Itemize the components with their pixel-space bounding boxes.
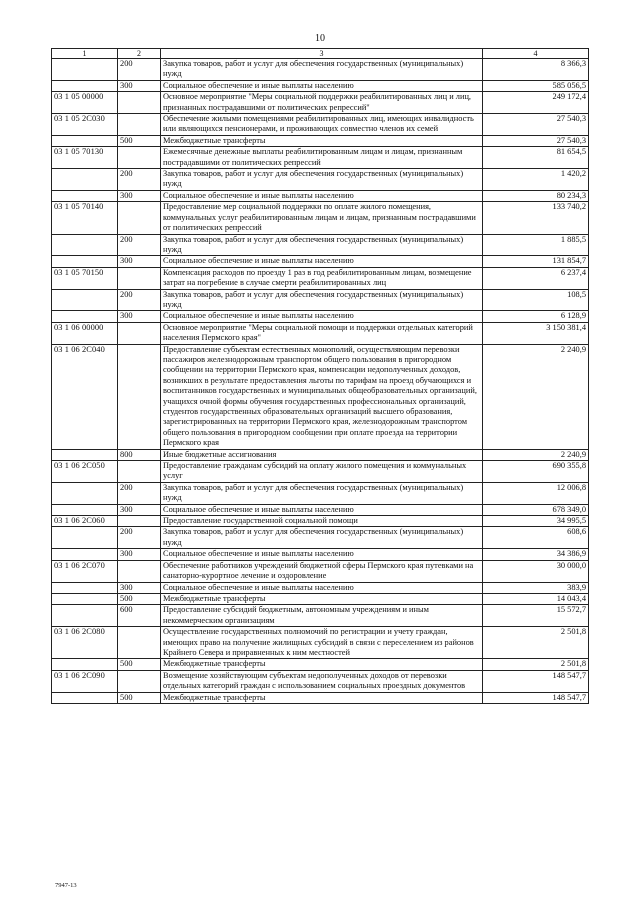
table-row: [52, 692, 589, 703]
name-cell: Социальное обеспечение и иные выплаты населению: [161, 80, 483, 91]
code-cell: [52, 289, 118, 311]
code-cell: 03 1 06 2С050: [52, 461, 118, 483]
sum-cell: 2 240,9: [483, 449, 589, 460]
expense-type-cell: [118, 516, 161, 527]
expense-type-cell: [118, 627, 161, 659]
table-row: [52, 322, 589, 344]
code-cell: [52, 504, 118, 515]
sum-cell: 1 420,2: [483, 169, 589, 191]
expense-type-cell: 300: [118, 311, 161, 322]
table-row: [52, 147, 589, 169]
name-cell: Социальное обеспечение и иные выплаты населению: [161, 549, 483, 560]
code-cell: 03 1 05 2С030: [52, 114, 118, 136]
expense-type-cell: 500: [118, 659, 161, 670]
name-cell: Ежемесячные денежные выплаты реабилитированным лицам и лицам, признанным пострадавшими от политических репрессий: [161, 147, 483, 169]
expense-type-cell: 500: [118, 692, 161, 703]
expense-type-cell: 200: [118, 482, 161, 504]
table-row: [52, 344, 589, 449]
code-cell: [52, 549, 118, 560]
table-row: [52, 593, 589, 604]
code-cell: [52, 482, 118, 504]
expense-type-cell: 300: [118, 80, 161, 91]
sum-cell: 2 240,9: [483, 344, 589, 449]
table-row: [52, 92, 589, 114]
expense-type-cell: 200: [118, 289, 161, 311]
expense-type-cell: [118, 560, 161, 582]
table-row: [52, 169, 589, 191]
code-cell: 03 1 06 2С060: [52, 516, 118, 527]
sum-cell: 249 172,4: [483, 92, 589, 114]
sum-cell: 27 540,3: [483, 135, 589, 146]
table-row: [52, 659, 589, 670]
table-row: [52, 234, 589, 256]
header-col-4: 4: [483, 49, 589, 59]
table-row: [52, 190, 589, 201]
sum-cell: 8 366,3: [483, 59, 589, 81]
name-cell: Компенсация расходов по проезду 1 раз в год реабилитированным лицам, возмещение затрат на погребение в случае смерти реабилитированных лиц: [161, 267, 483, 289]
table-row: [52, 670, 589, 692]
name-cell: Обеспечение жилыми помещениями реабилитированных лиц, имеющих инвалидность или являющихся пенсионерами, и проживающих совместно членов их семей: [161, 114, 483, 136]
sum-cell: 81 654,5: [483, 147, 589, 169]
code-cell: [52, 135, 118, 146]
table-row: [52, 560, 589, 582]
table-row: [52, 461, 589, 483]
table-header: [52, 49, 589, 59]
header-col-3: 3: [161, 49, 483, 59]
code-cell: [52, 449, 118, 460]
sum-cell: 34 386,9: [483, 549, 589, 560]
expense-type-cell: 200: [118, 169, 161, 191]
code-cell: [52, 190, 118, 201]
expense-type-cell: [118, 267, 161, 289]
name-cell: Межбюджетные трансферты: [161, 692, 483, 703]
expense-type-cell: 300: [118, 256, 161, 267]
expense-type-cell: [118, 344, 161, 449]
code-cell: [52, 593, 118, 604]
sum-cell: 3 150 381,4: [483, 322, 589, 344]
name-cell: Межбюджетные трансферты: [161, 593, 483, 604]
header-col-1: 1: [52, 49, 118, 59]
page-number: 10: [315, 33, 325, 44]
sum-cell: 1 885,5: [483, 234, 589, 256]
code-cell: [52, 256, 118, 267]
expense-type-cell: 200: [118, 59, 161, 81]
name-cell: Социальное обеспечение и иные выплаты населению: [161, 311, 483, 322]
sum-cell: 383,9: [483, 582, 589, 593]
sum-cell: 6 237,4: [483, 267, 589, 289]
table-row: [52, 627, 589, 659]
expense-type-cell: 800: [118, 449, 161, 460]
header-col-2: 2: [118, 49, 161, 59]
table-row: [52, 582, 589, 593]
expense-type-cell: 200: [118, 527, 161, 549]
code-cell: [52, 80, 118, 91]
expense-type-cell: 600: [118, 605, 161, 627]
code-cell: [52, 59, 118, 81]
table-row: [52, 256, 589, 267]
name-cell: Предоставление мер социальной поддержки по оплате жилого помещения, коммунальных услуг реабилитированным лицам и лицам, признанным пострадавшими от политических репрессий: [161, 202, 483, 234]
table-row: [52, 482, 589, 504]
code-cell: [52, 527, 118, 549]
code-cell: 03 1 05 70130: [52, 147, 118, 169]
table-row: [52, 311, 589, 322]
name-cell: Предоставление субсидий бюджетным, автономным учреждениям и иным некоммерческим организациям: [161, 605, 483, 627]
table-row: [52, 449, 589, 460]
code-cell: [52, 582, 118, 593]
name-cell: Социальное обеспечение и иные выплаты населению: [161, 256, 483, 267]
expense-type-cell: [118, 322, 161, 344]
code-cell: 03 1 06 2С040: [52, 344, 118, 449]
code-cell: [52, 311, 118, 322]
name-cell: Иные бюджетные ассигнования: [161, 449, 483, 460]
sum-cell: 34 995,5: [483, 516, 589, 527]
name-cell: Предоставление государственной социальной помощи: [161, 516, 483, 527]
sum-cell: 108,5: [483, 289, 589, 311]
table-row: [52, 202, 589, 234]
footer-code: 7947-13: [55, 882, 77, 889]
table-row: [52, 516, 589, 527]
name-cell: Основное мероприятие "Меры социальной помощи и поддержки отдельных категорий населения Пермского края": [161, 322, 483, 344]
table-row: [52, 80, 589, 91]
expense-type-cell: [118, 92, 161, 114]
name-cell: Возмещение хозяйствующим субъектам недополученных доходов от перевозки отдельных категорий граждан с использованием социальных проездных документов: [161, 670, 483, 692]
expense-type-cell: 300: [118, 582, 161, 593]
name-cell: Социальное обеспечение и иные выплаты населению: [161, 190, 483, 201]
code-cell: [52, 169, 118, 191]
sum-cell: 27 540,3: [483, 114, 589, 136]
expense-type-cell: [118, 461, 161, 483]
sum-cell: 608,6: [483, 527, 589, 549]
code-cell: [52, 692, 118, 703]
name-cell: Закупка товаров, работ и услуг для обеспечения государственных (муниципальных) нужд: [161, 482, 483, 504]
name-cell: Закупка товаров, работ и услуг для обеспечения государственных (муниципальных) нужд: [161, 169, 483, 191]
name-cell: Социальное обеспечение и иные выплаты населению: [161, 504, 483, 515]
sum-cell: 585 056,5: [483, 80, 589, 91]
sum-cell: 690 355,8: [483, 461, 589, 483]
table-row: [52, 267, 589, 289]
code-cell: 03 1 06 2С070: [52, 560, 118, 582]
name-cell: Закупка товаров, работ и услуг для обеспечения государственных (муниципальных) нужд: [161, 234, 483, 256]
name-cell: Межбюджетные трансферты: [161, 659, 483, 670]
table-row: [52, 59, 589, 81]
code-cell: [52, 234, 118, 256]
table-row: [52, 135, 589, 146]
table-row: [52, 114, 589, 136]
code-cell: 03 1 06 2С080: [52, 627, 118, 659]
name-cell: Закупка товаров, работ и услуг для обеспечения государственных (муниципальных) нужд: [161, 527, 483, 549]
name-cell: Закупка товаров, работ и услуг для обеспечения государственных (муниципальных) нужд: [161, 289, 483, 311]
sum-cell: 678 349,0: [483, 504, 589, 515]
code-cell: 03 1 05 70140: [52, 202, 118, 234]
name-cell: Основное мероприятие "Меры социальной поддержки реабилитированных лиц и лиц, признанных пострадавшими от политических репрессий": [161, 92, 483, 114]
code-cell: [52, 659, 118, 670]
sum-cell: 2 501,8: [483, 659, 589, 670]
expense-type-cell: 500: [118, 135, 161, 146]
expense-type-cell: 200: [118, 234, 161, 256]
name-cell: Осуществление государственных полномочий по регистрации и учету граждан, имеющих право на получение жилищных субсидий в связи с переселением из районов Крайнего Севера и приравненных к ним местностей: [161, 627, 483, 659]
code-cell: 03 1 06 2С090: [52, 670, 118, 692]
name-cell: Предоставление гражданам субсидий на оплату жилого помещения и коммунальных услуг: [161, 461, 483, 483]
expense-type-cell: 300: [118, 504, 161, 515]
name-cell: Межбюджетные трансферты: [161, 135, 483, 146]
table-row: [52, 504, 589, 515]
code-cell: 03 1 05 00000: [52, 92, 118, 114]
code-cell: [52, 605, 118, 627]
expense-type-cell: [118, 147, 161, 169]
sum-cell: 30 000,0: [483, 560, 589, 582]
table-row: [52, 527, 589, 549]
table-row: [52, 605, 589, 627]
table-row: [52, 549, 589, 560]
sum-cell: 133 740,2: [483, 202, 589, 234]
sum-cell: 148 547,7: [483, 692, 589, 703]
sum-cell: 15 572,7: [483, 605, 589, 627]
name-cell: Закупка товаров, работ и услуг для обеспечения государственных (муниципальных) нужд: [161, 59, 483, 81]
expense-type-cell: 500: [118, 593, 161, 604]
sum-cell: 6 128,9: [483, 311, 589, 322]
sum-cell: 2 501,8: [483, 627, 589, 659]
sum-cell: 131 854,7: [483, 256, 589, 267]
sum-cell: 148 547,7: [483, 670, 589, 692]
expense-type-cell: [118, 670, 161, 692]
expense-type-cell: 300: [118, 549, 161, 560]
sum-cell: 12 006,8: [483, 482, 589, 504]
sum-cell: 14 043,4: [483, 593, 589, 604]
name-cell: Обеспечение работников учреждений бюджетной сферы Пермского края путевками на санаторно-курортное лечение и оздоровление: [161, 560, 483, 582]
code-cell: 03 1 06 00000: [52, 322, 118, 344]
sum-cell: 80 234,3: [483, 190, 589, 201]
name-cell: Социальное обеспечение и иные выплаты населению: [161, 582, 483, 593]
table-row: [52, 289, 589, 311]
expense-type-cell: [118, 202, 161, 234]
code-cell: 03 1 05 70150: [52, 267, 118, 289]
expense-type-cell: 300: [118, 190, 161, 201]
name-cell: Предоставление субъектам естественных монополий, осуществляющим перевозки пассажиров железнодорожным транспортом общего пользования в пригородном сообщении на территории Пермского края, компенсации недополученных доходов, возникших в результате предоставления льготы по тарифам на проезд обучающихся и воспитанников государственных и муниципальных общеобразовательных организаций, учащихся очной формы обучения государственных профессиональных организаций, студентов государственных образовательных организаций высшего образования, зарегистрированных на территории Пермского края, железнодорожным транспортом общего пользования в пригородном сообщении при оплате проезда на территории Пермского края: [161, 344, 483, 449]
table-body: [52, 59, 589, 704]
budget-table: [51, 48, 589, 704]
expense-type-cell: [118, 114, 161, 136]
